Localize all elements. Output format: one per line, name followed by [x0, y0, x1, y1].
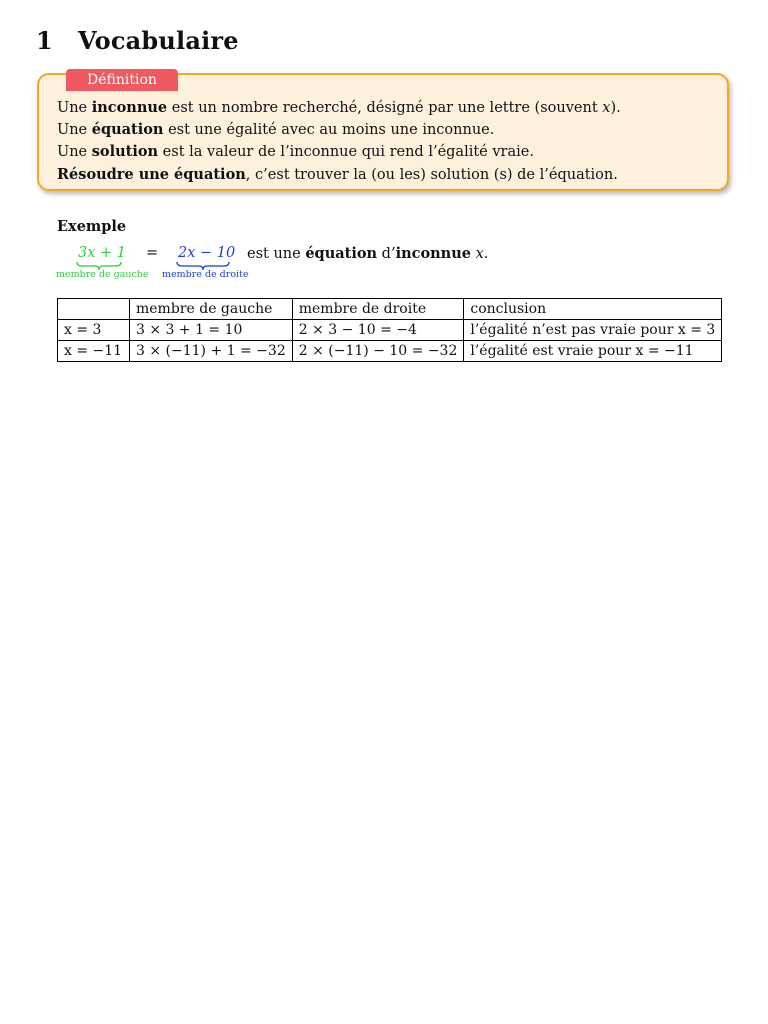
- definition-tab: Définition: [66, 69, 178, 91]
- table-row: [58, 341, 722, 362]
- left-member-label: membre de gauche: [56, 269, 149, 280]
- term-equation: équation: [305, 245, 378, 262]
- table-cell: 3 × (−11) + 1 = −32: [130, 341, 293, 362]
- text: est la valeur de l’inconnue qui rend l’égalité vraie.: [158, 144, 534, 161]
- table-cell: x = 3: [58, 320, 130, 341]
- term-solution: solution: [91, 143, 159, 161]
- text: Une: [57, 122, 92, 139]
- text: d’: [377, 246, 396, 262]
- table-header-cell: conclusion: [464, 299, 722, 320]
- equation-description: [247, 245, 488, 262]
- left-member-expression: 3x + 1: [78, 245, 126, 261]
- text: .: [483, 246, 489, 262]
- table-row: [58, 320, 722, 341]
- term-equation: équation: [91, 121, 164, 139]
- term-resoudre: Résoudre une équation: [57, 165, 246, 183]
- text: , c’est trouver la (ou les) solution (s) de l’équation.: [245, 166, 618, 183]
- definition-line-inconnue: [57, 97, 621, 119]
- table-cell: x = −11: [58, 341, 130, 362]
- text: ).: [610, 100, 621, 116]
- example-table: [57, 298, 722, 362]
- table-header-cell: [58, 299, 130, 320]
- text: est un nombre recherché, désigné par une lettre (souvent: [167, 100, 603, 116]
- text: est une égalité avec au moins une inconnue.: [163, 122, 495, 139]
- right-member-expression: 2x − 10: [178, 245, 236, 261]
- definition-line-equation: [57, 119, 621, 141]
- equals-sign: =: [146, 245, 159, 261]
- table-cell: 3 × 3 + 1 = 10: [130, 320, 293, 341]
- table-cell: 2 × (−11) − 10 = −32: [292, 341, 464, 362]
- text: est une: [247, 246, 306, 262]
- variable-x: x: [475, 246, 484, 262]
- table-cell: 2 × 3 − 10 = −4: [292, 320, 464, 341]
- section-heading: [36, 26, 239, 55]
- section-number: 1: [36, 26, 53, 55]
- table-header-cell: membre de droite: [292, 299, 464, 320]
- table-header-row: [58, 299, 722, 320]
- right-member-label: membre de droite: [162, 269, 249, 280]
- definition-content: [57, 97, 621, 186]
- text: Une: [57, 144, 92, 161]
- variable-x: x: [602, 100, 611, 116]
- table-cell: l’égalité est vraie pour x = −11: [464, 341, 722, 362]
- text: Une: [57, 100, 92, 116]
- term-inconnue: inconnue: [91, 99, 168, 116]
- section-title: Vocabulaire: [78, 26, 239, 55]
- term-inconnue: inconnue: [395, 245, 471, 262]
- table-header-cell: membre de gauche: [130, 299, 293, 320]
- definition-line-resoudre: [57, 164, 621, 186]
- example-title: Exemple: [57, 218, 127, 235]
- definition-line-solution: [57, 141, 621, 163]
- table-cell: l’égalité n’est pas vraie pour x = 3: [464, 320, 722, 341]
